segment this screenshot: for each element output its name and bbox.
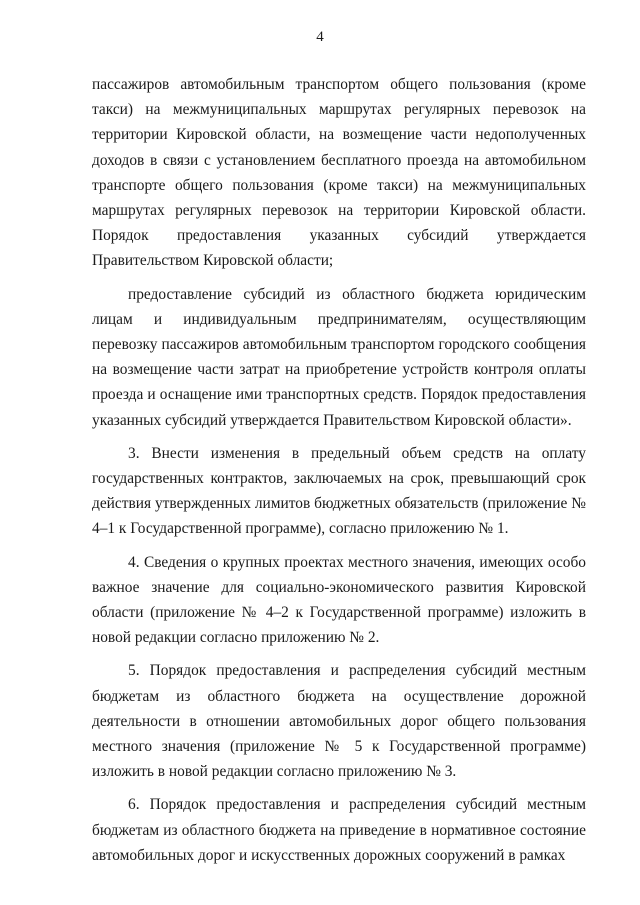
page-number: 4 [316,29,324,45]
paragraph-item-3: 3. Внести изменения в предельный объем средств на оплату государственных контрактов, заключаемых на срок, превышающий срок действия утвержденных лимитов бюджетных обязательств (приложение № 4–1 к Государственной программе), согласно приложению № 1. [92,444,586,538]
paragraph-item-4: 4. Сведения о крупных проектах местного значения, имеющих особо важное значение для социально-экономического развития Кировской области (приложение № 4–2 к Государственной программе) изложить в новой редакции согласно приложению № 2. [92,553,586,647]
paragraph-subsidy-devices: предоставление субсидий из областного бюджета юридическим лицам и индивидуальным предпринимателям, осуществляющим перевозку пассажиров автомобильным транспортом городского сообщения на возмещение части затрат на приобретение устройств контроля оплаты проезда и оснащение ими транспортных средств. Порядок предоставления указанных субсидий утверждается Правительством Кировской области». [92,285,586,429]
paragraph-continuation: пассажиров автомобильным транспортом общего пользования (кроме такси) на межмуниципальных маршрутах регулярных перевозок на территории Кировской области, на возмещение части недополученных доходов в связи с установлением бесплатного проезда на автомобильном транспорте общего пользования (кроме такси) на межмуниципальных маршрутах регулярных перевозок на территории Кировской области. Порядок предоставления указанных субсидий утверждается Правительством Кировской области; [92,76,586,270]
paragraph-item-5: 5. Порядок предоставления и распределения субсидий местным бюджетам из областного бюджета на осуществление дорожной деятельности в отношении автомобильных дорог общего пользования местного значения (приложение № 5 к Государственной программе) изложить в новой редакции согласно приложению № 3. [92,662,586,781]
paragraph-item-6: 6. Порядок предоставления и распределения субсидий местным бюджетам из областного бюджета на приведение в нормативное состояние автомобильных дорог и искусственных дорожных сооружений в рамках [92,796,586,864]
document-body [92,72,586,868]
